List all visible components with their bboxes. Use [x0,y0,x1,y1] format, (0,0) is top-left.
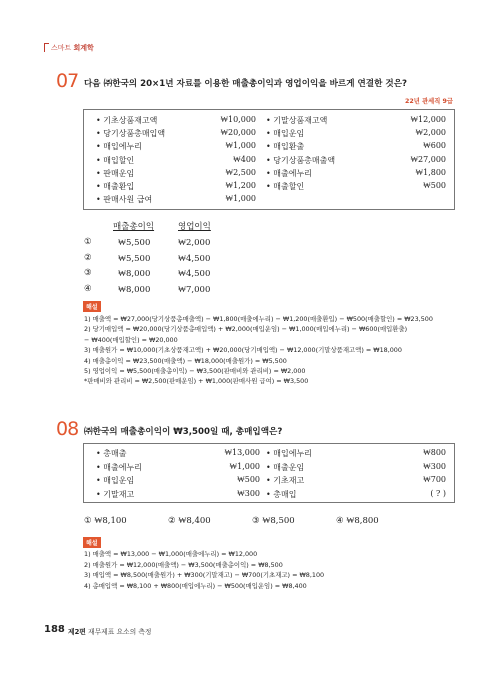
item-label: • 기말재고 [96,489,135,499]
item-value: ₩20,000 [220,128,256,138]
running-header: 스마트 회계학 [44,43,94,53]
item-value: ₩13,000 [224,448,260,457]
item-label: • 매입운임 [266,129,305,139]
choice-gross-profit: ₩8,000 [118,284,151,295]
item-label: • 당기상품총매출액 [266,155,336,165]
question-7-data-box [83,109,455,210]
item-label: • 총매출 [96,449,127,458]
item-value: ₩1,000 [225,194,256,204]
solution-line: 3) 매출원가 = ₩10,000(기초상품재고액) + ₩20,000(당기매입액) − ₩12,000(기말상품재고액) = ₩18,000 [84,346,402,355]
solution-line: 4) 총매입액 = ₩8,100 + ₩800(매입에누리) − ₩500(매입운임) = ₩8,400 [84,581,307,590]
item-value: ₩1,800 [415,167,446,177]
question-7-source: 22년 관세직 9급 [405,98,453,105]
item-value: ₩1,200 [225,181,256,190]
item-label: • 총매입 [266,489,297,499]
solution-line: 4) 매출총이익 = ₩23,500(매출액) − ₩18,000(매출원가) = ₩5,500 [84,356,287,365]
item-label: • 당기상품총매입액 [96,129,166,139]
item-value: ₩300 [423,461,446,471]
item-value: ₩2,500 [225,167,256,177]
item-value: ₩27,000 [410,154,446,164]
item-label: • 매출에누리 [266,168,312,178]
choice-header-operating-profit: 영업이익 [178,222,211,232]
question-number-7: 07 [56,70,79,92]
option-2: ② ₩8,400 [168,516,211,526]
item-value: ₩500 [423,181,446,190]
item-value: ₩700 [423,475,446,484]
option-1: ① ₩8,100 [84,516,127,526]
solution-line: − ₩400(매입할인) = ₩20,000 [84,335,178,344]
item-value: ₩12,000 [410,115,446,124]
question-8-text: ㈜한국의 매출총이익이 ₩3,500일 때, 총매입액은? [84,427,283,437]
choice-header-gross-profit: 매출총이익 [113,222,155,232]
page-number: 188 [44,624,65,635]
item-value: ( ? ) [430,488,446,498]
item-value: ₩300 [237,488,260,498]
option-3: ③ ₩8,500 [252,516,295,526]
footer-chapter: 제2편 재무제표 요소의 측정 [68,628,152,636]
item-label: • 매입환출 [266,142,305,152]
choice-operating-profit: ₩4,500 [178,269,211,279]
choice-gross-profit: ₩8,000 [118,269,151,279]
choice-gross-profit: ₩5,500 [118,253,151,264]
item-value: ₩400 [233,154,256,164]
item-label: • 판매사원 급여 [96,195,153,205]
item-label: • 매입에누리 [96,142,142,152]
solution-tag-7: 해설 [83,301,101,312]
choice-number: ② [84,252,92,263]
item-label: • 매입할인 [96,155,135,165]
item-value: ₩1,000 [225,141,256,151]
choice-operating-profit: ₩7,000 [178,284,211,295]
item-label: • 매출할인 [266,182,305,191]
solution-line: 3) 매입액 = ₩8,500(매출원가) + ₩300(기말재고) − ₩700(기초재고) = ₩8,100 [84,571,325,580]
item-label: • 기초재고 [266,476,305,485]
choice-number: ④ [84,283,92,294]
choice-number: ① [84,237,92,247]
item-value: ₩2,000 [415,128,446,138]
bracket-icon [44,43,49,52]
item-label: • 매출에누리 [96,462,142,472]
choice-operating-profit: ₩4,500 [178,253,211,264]
option-4: ④ ₩8,800 [336,516,379,526]
choice-number: ③ [84,268,92,278]
item-label: • 판매운임 [96,168,135,178]
solution-line: 2) 당기매입액 = ₩20,000(당기상품총매입액) + ₩2,000(매입운임) − ₩1,000(매입에누리) − ₩600(매입환출) [84,325,408,334]
item-value: ₩500 [237,475,260,484]
item-label: • 기말상품재고액 [266,116,328,125]
item-value: ₩10,000 [220,115,256,124]
question-7-text: 다음 ㈜한국의 20×1년 자료를 이용한 매출총이익과 영업이익을 바르게 연결한 것은? [84,79,407,89]
item-label: • 매출환입 [96,182,135,191]
item-label: • 매입에누리 [266,449,312,458]
item-value: ₩800 [423,448,446,457]
solution-line: 1) 매출액 = ₩27,000(당기상품총매출액) − ₩1,800(매출에누리) − ₩1,200(매출환입) − ₩500(매출할인) = ₩23,500 [84,315,433,323]
solution-line: 2) 매출원가 = ₩12,000(매출액) − ₩3,500(매출총이익) = ₩8,500 [84,560,283,569]
solution-tag-8: 해설 [83,537,101,548]
solution-line: 5) 영업이익 = ₩5,500(매출총이익) − ₩3,500(판매비와 관리비) = ₩2,000 [84,367,306,375]
solution-line: *판매비와 관리비 = ₩2,500(판매운임) + ₩1,000(판매사원 급여) = ₩3,500 [84,377,309,386]
choice-operating-profit: ₩2,000 [178,238,211,248]
item-label: • 매입운임 [96,476,135,485]
item-value: ₩600 [423,141,446,151]
solution-line: 1) 매출액 = ₩13,000 − ₩1,000(매출에누리) = ₩12,000 [84,550,258,558]
question-number-8: 08 [56,418,79,440]
choice-gross-profit: ₩5,500 [118,238,151,248]
item-label: • 기초상품재고액 [96,116,158,125]
item-label: • 매출운임 [266,462,305,472]
question-8-data-box [83,443,455,503]
item-value: ₩1,000 [229,461,260,471]
